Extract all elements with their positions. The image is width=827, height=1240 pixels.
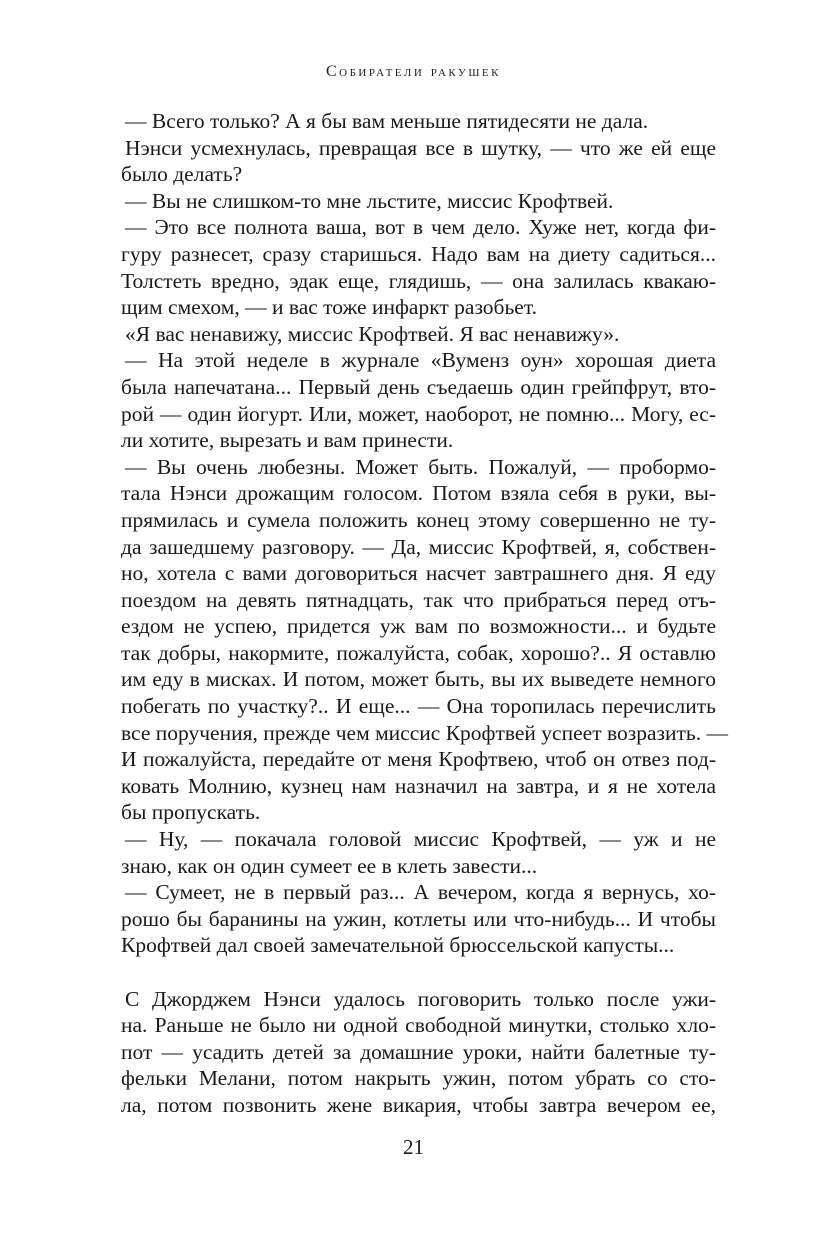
text-line: прямилась и сумела положить конец этому совершенно не ту-: [121, 507, 716, 532]
text-line: гуру разнесет, сразу старишься. Надо вам на диету садиться...: [121, 241, 716, 266]
text-line: — Вы очень любезны. Может быть. Пожалуй, — пробормо-: [125, 454, 716, 479]
text-line: рошо бы баранины на ужин, котлеты или что-нибудь... И чтобы: [121, 906, 716, 931]
text-line: знаю, как он один сумеет ее в клеть завести...: [121, 853, 538, 878]
text-line: бы пропускать.: [121, 800, 261, 825]
text-line: пот — усадить детей за домашние уроки, найти балетные ту-: [121, 1039, 716, 1064]
section-one: [121, 108, 728, 959]
text-line: рой — один йогурт. Или, может, наоборот, не помню... Могу, ес-: [121, 401, 716, 426]
text-line: «Я вас ненавижу, миссис Крофтвей. Я вас ненавижу».: [125, 321, 620, 346]
text-line: — Сумеет, не в первый раз... А вечером, когда я вернусь, хо-: [125, 880, 716, 905]
section-break: [121, 959, 716, 986]
text-line: щим смехом, — и вас тоже инфаркт разобьет.: [121, 295, 537, 320]
text-line: — Всего только? А я бы вам меньше пятидесяти не дала.: [125, 109, 649, 133]
text-line: поездом на девять пятнадцать, так что прибраться перед отъ-: [121, 587, 716, 612]
text-line: С Джорджем Нэнси удалось поговорить только после ужи-: [125, 986, 716, 1011]
text-line: побегать по участку?.. И еще... — Она торопилась перечислить: [121, 694, 716, 719]
section-two: [121, 986, 716, 1119]
page-number: 21: [403, 1135, 424, 1159]
text-line: так добры, накормите, пожалуйста, собак, хорошо?.. Я оставлю: [121, 640, 716, 665]
text-line: была напечатана... Первый день съедаешь один грейпфрут, вто-: [121, 374, 716, 399]
text-line: да зашедшему разговору. — Да, миссис Крофтвей, я, собствен-: [121, 534, 716, 559]
text-line: — На этой неделе в журнале «Вуменз оун» хорошая диета: [125, 348, 716, 373]
body-text: [121, 108, 728, 1119]
text-line: на. Раньше не было ни одной свободной минутки, столько хло-: [121, 1013, 716, 1038]
text-line: ли хотите, вырезать и вам принести.: [121, 428, 454, 453]
text-line: Крофтвей дал своей замечательной брюссельской капусты...: [121, 933, 675, 958]
text-line: ездом не успею, придется уж вам по возможности... и будьте: [121, 614, 716, 639]
text-line: ковать Молнию, кузнец нам назначил на завтра, и я не хотела: [121, 773, 716, 798]
text-line: фельки Мелани, потом накрыть ужин, потом убрать со сто-: [121, 1066, 716, 1091]
text-line: И пожалуйста, передайте от меня Крофтвею, чтоб он отвез под-: [121, 747, 716, 772]
text-line: Толстеть вредно, эдак еще, глядишь, — она залилась квакаю-: [121, 268, 716, 293]
text-line: Нэнси усмехнулась, превращая все в шутку, — что же ей еще: [125, 135, 716, 160]
text-line: было делать?: [121, 162, 243, 187]
text-line: им еду в мисках. И потом, может быть, вы их выведете немного: [121, 667, 716, 692]
running-head: Собиратели ракушек: [326, 63, 501, 80]
text-line: — Это все полнота ваша, вот в чем дело. Хуже нет, когда фи-: [125, 215, 716, 240]
text-line: тала Нэнси дрожащим голосом. Потом взяла себя в руки, вы-: [121, 481, 716, 506]
text-line: все поручения, прежде чем миссис Крофтвей успеет возразить. —: [121, 720, 728, 745]
text-line: но, хотела с вами договориться насчет завтрашнего дня. Я еду: [121, 561, 716, 586]
text-line: — Ну, — покачала головой миссис Крофтвей, — уж и не: [125, 827, 716, 852]
text-line: — Вы не слишком-то мне льстите, миссис Крофтвей.: [125, 188, 614, 213]
text-line: ла, потом позвонить жене викария, чтобы завтра вечером ее,: [121, 1092, 716, 1117]
